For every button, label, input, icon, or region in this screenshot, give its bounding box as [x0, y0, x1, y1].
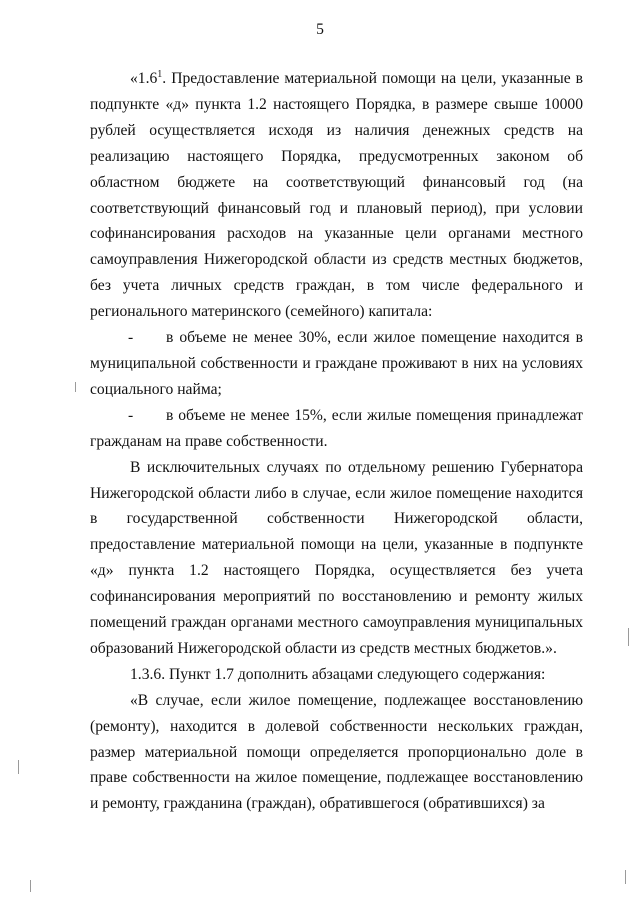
- paragraph-1-6-1-prefix: «1.6: [130, 70, 158, 87]
- list-item-text: в объеме не менее 30%, если жилое помещение находится в муниципальной собственности и граждане проживают в них на условиях социального найма;: [90, 329, 583, 398]
- document-body: [90, 66, 583, 817]
- list-item-text: в объеме не менее 15%, если жилые помещения принадлежат гражданам на праве собственности.: [90, 406, 583, 450]
- scan-speck: [628, 628, 629, 646]
- paragraph-1-6-1: [90, 66, 583, 325]
- scan-speck: [625, 870, 626, 884]
- scan-speck: [75, 382, 76, 392]
- list-dash: -: [128, 329, 134, 347]
- page-number: 5: [316, 21, 324, 38]
- paragraph-1-6-1-text: . Предоставление материальной помощи на цели, указанные в подпункте «д» пункта 1.2 настоящего Порядка, в размере свыше 10000 рублей осуществляется исходя из наличия денежных средств на реализацию настоящего Порядка, предусмотренных законом об областном бюджете на соответствующий финансовый год (на соответствующий финансовый год и плановый период), при условии софинансирования расходов на указанные цели органами местного самоуправления Нижегородской области из средств местных бюджетов, без учета личных средств граждан, в том числе федерального и регионального материнского (семейного) капитала:: [90, 70, 583, 321]
- scan-speck: [18, 760, 19, 774]
- paragraph-exceptional-cases: В исключительных случаях по отдельному решению Губернатора Нижегородской области либо в случае, если жилое помещение находится в государственной собственности Нижегородской области, предоставление материальной помощи на цели, указанные в подпункте «д» пункта 1.2 настоящего Порядка, осуществляется без учета софинансирования мероприятий по восстановлению и ремонту жилых помещений граждан органами местного самоуправления муниципальных образований Нижегородской области из средств местных бюджетов.».: [90, 458, 583, 657]
- scan-speck: [30, 880, 31, 892]
- list-item: [90, 325, 583, 403]
- list-dash: -: [128, 406, 134, 424]
- paragraph-shared-ownership: «В случае, если жилое помещение, подлежащее восстановлению (ремонту), находится в долевой собственности нескольких граждан, размер материальной помощи определяется пропорционально доле в праве собственности на жилое помещение, подлежащее восстановлению и ремонту, гражданина (граждан), обратившегося (обратившихся) за: [90, 691, 583, 813]
- list-item: [90, 403, 583, 455]
- paragraph-1-6-1-superscript: 1: [157, 68, 163, 80]
- paragraph-1-3-6: 1.3.6. Пункт 1.7 дополнить абзацами следующего содержания:: [130, 665, 546, 683]
